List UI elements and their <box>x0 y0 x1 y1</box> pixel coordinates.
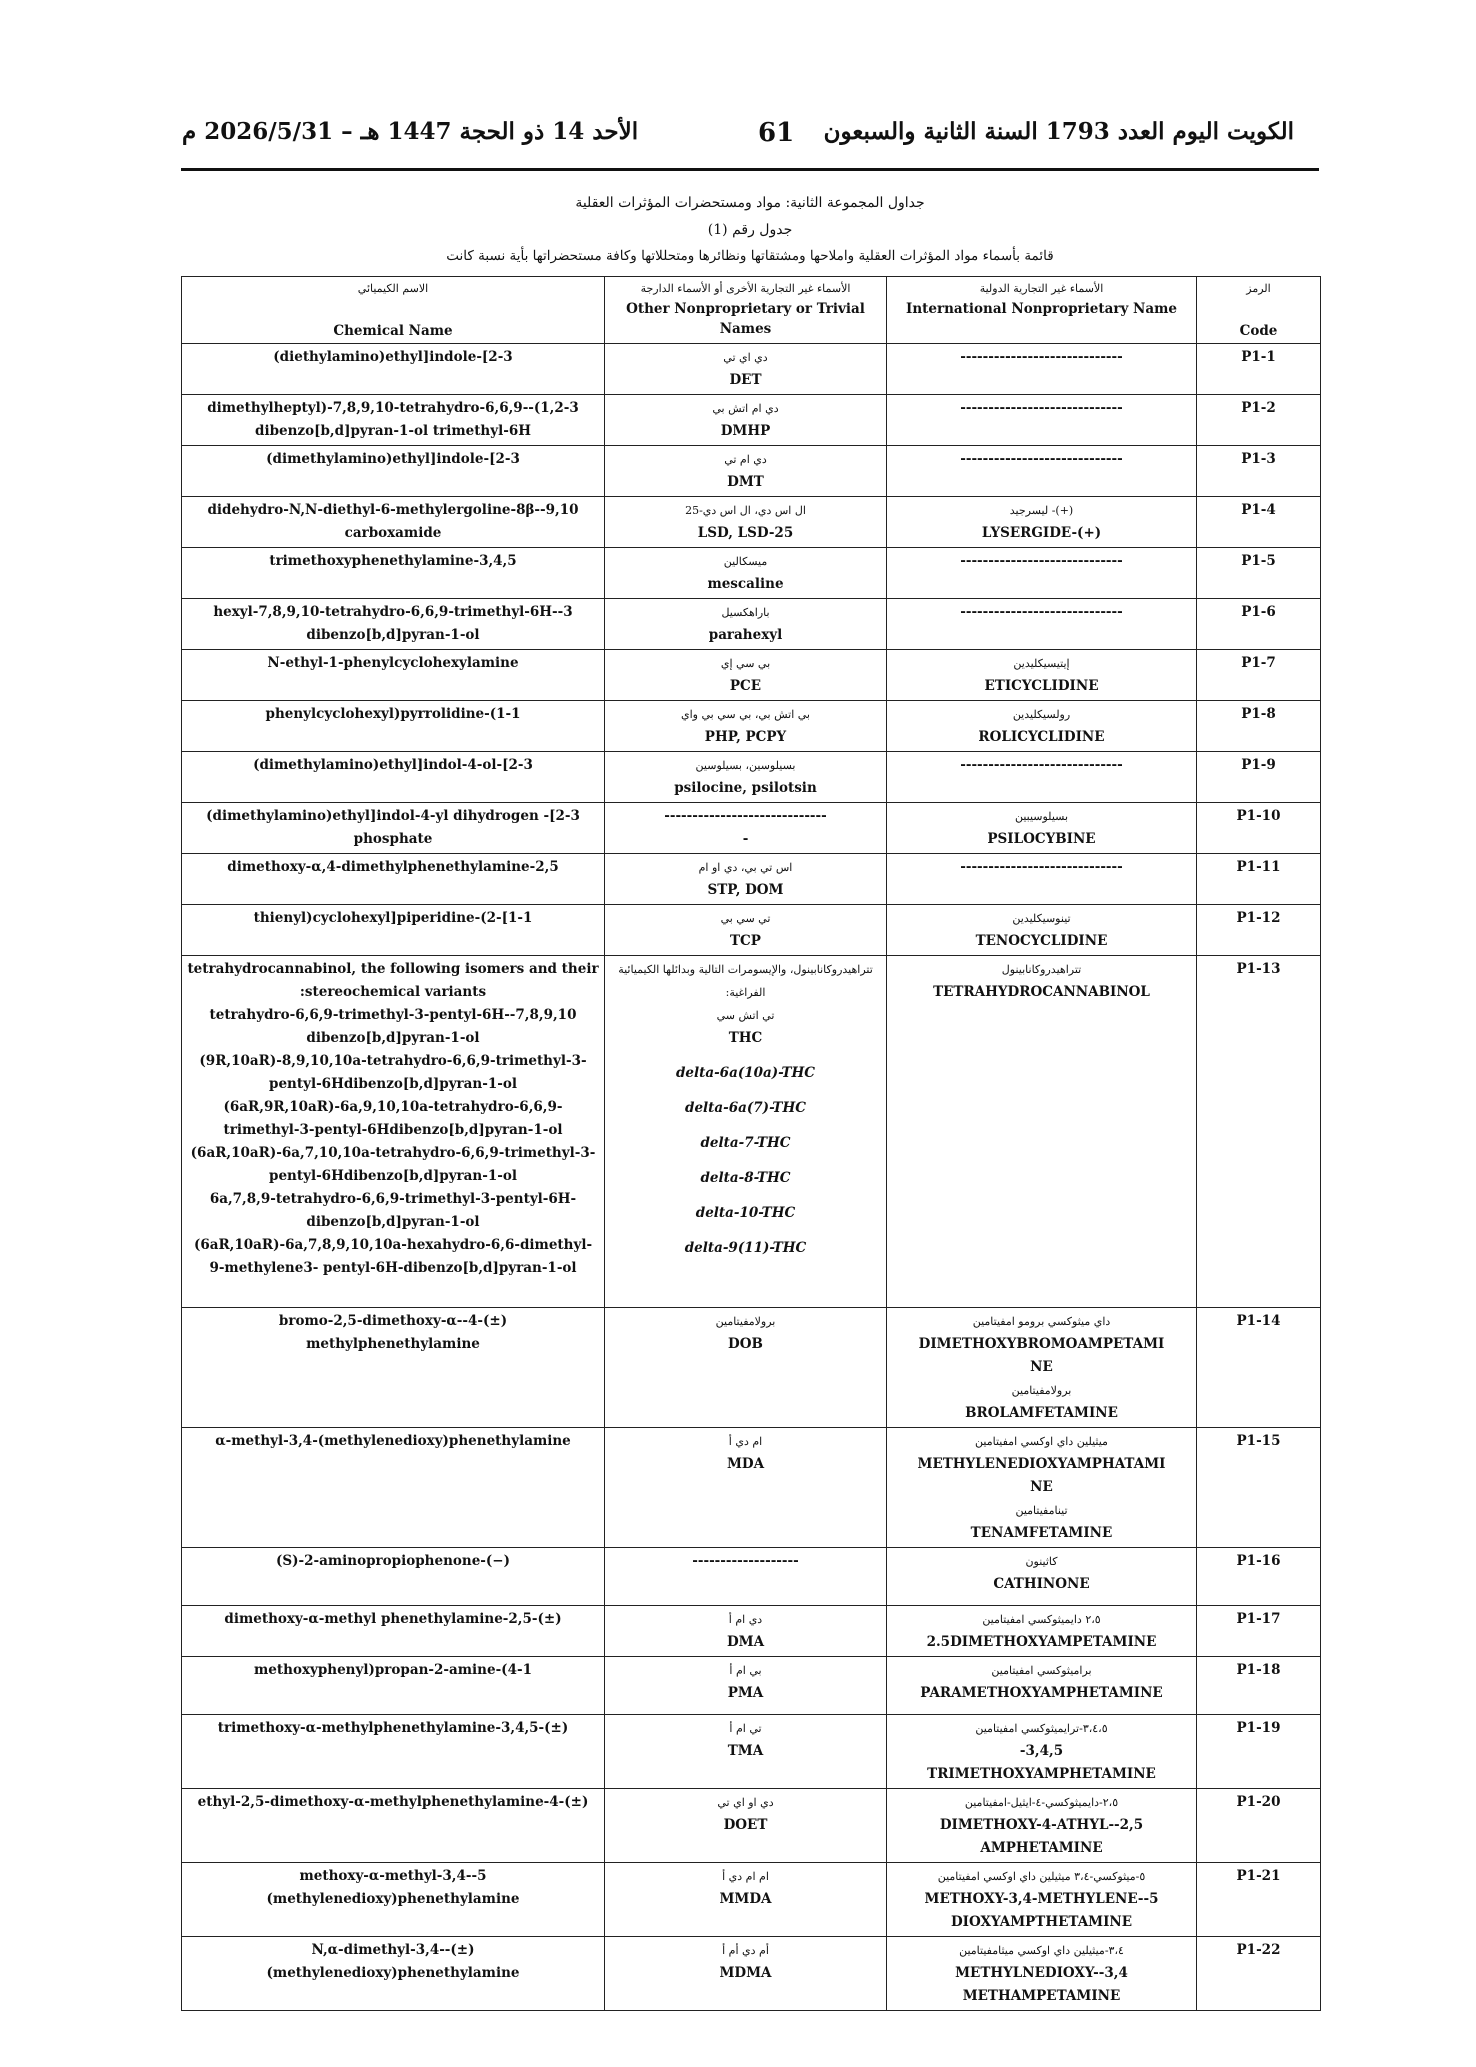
inn-en: DIOXYAMPTHETAMINE <box>950 1914 1133 1930</box>
code-cell <box>1197 803 1321 854</box>
other-name-en: DMA <box>726 1634 765 1650</box>
chemical-name-line: 9-methylene3- pentyl-6H-dibenzo[b,d]pyran-1-ol <box>209 1260 577 1276</box>
inn-cell <box>887 446 1197 497</box>
chemical-name-line: N-ethyl-1-phenylcyclohexylamine <box>267 655 519 671</box>
table-row <box>182 395 1321 446</box>
substance-code: P1-20 <box>1236 1794 1281 1810</box>
code-cell <box>1197 1715 1321 1789</box>
other-name-ar: تي سي بي <box>720 912 771 925</box>
page-number: 61 <box>758 118 795 148</box>
inn-cell <box>887 1715 1197 1789</box>
inn-cell <box>887 344 1197 395</box>
substance-code: P1-18 <box>1236 1662 1281 1678</box>
table-row <box>182 1548 1321 1606</box>
other-names-cell <box>605 497 887 548</box>
other-names-cell <box>605 1937 887 2011</box>
code-cell <box>1197 1863 1321 1937</box>
inn-ar: ٣،٤،٥-ترايميثوكسي امفيتامين <box>975 1722 1108 1735</box>
chemical-name-cell <box>182 752 605 803</box>
inn-ar: ٥-ميثوكسي-٣،٤ ميثيلين داي اوكسي امفيتامين <box>937 1870 1146 1883</box>
inn-en: ----------------------------- <box>960 451 1123 467</box>
inn-en: TRIMETHOXYAMPHETAMINE <box>927 1766 1156 1782</box>
substance-code: P1-7 <box>1241 655 1276 671</box>
other-name-ar: دي او اي تي <box>717 1796 774 1809</box>
inn-en: ----------------------------- <box>960 400 1123 416</box>
inn-cell <box>887 497 1197 548</box>
inn-en: METHOXY-3,4-METHYLENE--5 <box>924 1891 1159 1907</box>
chemical-name-line: :stereochemical variants <box>299 984 487 1000</box>
chemical-name-line: methoxyphenyl)propan-2-amine-(4-1 <box>254 1662 532 1678</box>
inn-ar: برولامفيتامين <box>1011 1384 1072 1397</box>
chemical-name-line: trimethoxy-α-methylphenethylamine-3,4,5-(±) <box>217 1720 569 1736</box>
other-name-ar: ام ام دي أ <box>722 1870 769 1883</box>
inn-en: ----------------------------- <box>960 349 1123 365</box>
inn-cell <box>887 752 1197 803</box>
header-inn-ar: الأسماء غير التجارية الدولية <box>979 282 1104 295</box>
other-names-cell <box>605 1548 887 1606</box>
chemical-name-line: trimethoxyphenethylamine-3,4,5 <box>269 553 517 569</box>
chemical-name-cell <box>182 1863 605 1937</box>
other-names-cell <box>605 803 887 854</box>
header-code <box>1197 277 1321 344</box>
inn-cell <box>887 1548 1197 1606</box>
inn-cell <box>887 1308 1197 1428</box>
other-name-en: MMDA <box>719 1891 772 1907</box>
other-name-ar: ام دي أ <box>728 1435 763 1448</box>
code-cell <box>1197 854 1321 905</box>
inn-cell <box>887 701 1197 752</box>
code-cell <box>1197 599 1321 650</box>
inn-en: METHYLENEDIOXYAMPHATAMI <box>917 1456 1166 1472</box>
other-name-en: - <box>742 831 749 847</box>
inn-en: TENOCYCLIDINE <box>975 933 1108 949</box>
inn-ar: (+)- ليسرجيد <box>1009 504 1074 517</box>
other-names-cell <box>605 854 887 905</box>
inn-ar: إيتيسيكليدين <box>1013 657 1070 670</box>
table-row <box>182 1428 1321 1548</box>
inn-en: ETICYCLIDINE <box>984 678 1099 694</box>
inn-cell <box>887 854 1197 905</box>
chemical-name-cell <box>182 1308 605 1428</box>
other-names-cell <box>605 344 887 395</box>
chemical-name-line: carboxamide <box>344 525 442 541</box>
table-row <box>182 1863 1321 1937</box>
inn-cell <box>887 650 1197 701</box>
inn-en: TENAMFETAMINE <box>970 1525 1113 1541</box>
code-cell <box>1197 650 1321 701</box>
header-chem-en: Chemical Name <box>333 323 453 339</box>
table-row <box>182 956 1321 1308</box>
other-name-en: DMHP <box>720 423 771 439</box>
other-name-en: psilocine, psilotsin <box>674 780 817 796</box>
chemical-name-line: methylphenethylamine <box>306 1336 480 1352</box>
chemical-name-line: bromo-2,5-dimethoxy-α--4-(±) <box>278 1313 508 1329</box>
substance-code: P1-8 <box>1241 706 1276 722</box>
other-names-cell <box>605 395 887 446</box>
chemical-name-line: (dimethylamino)ethyl]indol-4-yl dihydrogen -[2-3 <box>206 808 580 824</box>
table-row <box>182 1715 1321 1789</box>
code-cell <box>1197 701 1321 752</box>
chemical-name-line: tetrahydrocannabinol, the following isomers and their <box>187 961 599 977</box>
other-name-ar: بسيلوسين، بسيلوسين <box>695 759 796 772</box>
table-row <box>182 1789 1321 1863</box>
other-names-cell <box>605 1789 887 1863</box>
inn-ar: ٣،٤-ميثيلين داي اوكسي ميثامفيتامين <box>959 1944 1124 1957</box>
other-names-cell <box>605 1657 887 1715</box>
chemical-name-cell <box>182 395 605 446</box>
other-names-cell <box>605 599 887 650</box>
chemical-name-line: phosphate <box>353 831 433 847</box>
other-name-ar: ميسكالين <box>723 555 768 568</box>
inn-en: -3,4,5 <box>1019 1743 1064 1759</box>
other-name-en: TCP <box>730 933 761 949</box>
other-name-ar: باراهكسيل <box>721 606 770 619</box>
header-divider <box>181 168 1319 171</box>
table-row <box>182 701 1321 752</box>
inn-en: METHYLNEDIOXY--3,4 <box>955 1965 1128 1981</box>
substance-code: P1-22 <box>1236 1942 1281 1958</box>
other-name-ar: تي اتش سي <box>716 1009 775 1022</box>
chemical-name-line: dimethoxy-α-methyl phenethylamine-2,5-(±) <box>224 1611 562 1627</box>
code-cell <box>1197 1428 1321 1548</box>
inn-cell <box>887 803 1197 854</box>
chemical-name-line: (S)-2-aminopropiophenone-(−) <box>276 1553 510 1569</box>
inn-ar: رولسيكليدين <box>1012 708 1071 721</box>
code-cell <box>1197 1308 1321 1428</box>
other-name-en: PMA <box>727 1685 764 1701</box>
chemical-name-line: methoxy-α-methyl-3,4--5 <box>299 1868 487 1884</box>
substance-code: P1-17 <box>1236 1611 1281 1627</box>
other-name-en: parahexyl <box>708 627 783 643</box>
other-names-cell <box>605 1308 887 1428</box>
inn-en: ----------------------------- <box>960 553 1123 569</box>
other-names-cell <box>605 1863 887 1937</box>
chemical-name-cell <box>182 344 605 395</box>
other-name-en: mescaline <box>707 576 784 592</box>
inn-en: ----------------------------- <box>960 757 1123 773</box>
isomer-name: delta-8-THC <box>700 1170 791 1186</box>
chemical-name-cell <box>182 1428 605 1548</box>
substance-code: P1-16 <box>1236 1553 1281 1569</box>
code-cell <box>1197 497 1321 548</box>
inn-en: AMPHETAMINE <box>980 1840 1103 1856</box>
other-name-en: STP, DOM <box>707 882 784 898</box>
other-names-cell <box>605 548 887 599</box>
other-name-en: MDA <box>726 1456 765 1472</box>
other-name-en: ------------------- <box>692 1553 799 1569</box>
header-issue-info: الكويت اليوم العدد 1793 السنة الثانية والسبعون <box>823 118 1294 145</box>
table-row <box>182 497 1321 548</box>
other-name-ar: دي ام أ <box>728 1613 763 1626</box>
chemical-name-line: didehydro-N,N-diethyl-6-methylergoline-8β--9,10 <box>207 502 579 518</box>
chemical-name-cell <box>182 1606 605 1657</box>
substance-code: P1-19 <box>1236 1720 1281 1736</box>
inn-ar: بسيلوسيبين <box>1014 810 1069 823</box>
substance-code: P1-10 <box>1236 808 1281 824</box>
isomer-name: delta-6a(7)-THC <box>685 1100 806 1116</box>
table-row <box>182 344 1321 395</box>
chemical-name-line: (methylenedioxy)phenethylamine <box>266 1965 520 1981</box>
inn-en: CATHINONE <box>993 1576 1090 1592</box>
other-names-cell <box>605 1606 887 1657</box>
chemical-name-cell <box>182 803 605 854</box>
inn-en: TETRAHYDROCANNABINOL <box>933 984 1150 1000</box>
inn-en: ROLICYCLIDINE <box>978 729 1105 745</box>
table-row <box>182 599 1321 650</box>
chemical-name-cell <box>182 854 605 905</box>
code-cell <box>1197 395 1321 446</box>
chemical-name-line: tetrahydro-6,6,9-trimethyl-3-pentyl-6H--7,8,9,10 <box>209 1007 577 1023</box>
chemical-name-cell <box>182 497 605 548</box>
inn-cell <box>887 905 1197 956</box>
chemical-name-line: 6a,7,8,9-tetrahydro-6,6,9-trimethyl-3-pentyl-6H- <box>209 1191 577 1207</box>
chemical-name-line: (6aR,9R,10aR)-6a,9,10,10a-tetrahydro-6,6,9- <box>223 1099 563 1115</box>
isomer-name: delta-7-THC <box>700 1135 791 1151</box>
other-names-cell <box>605 1428 887 1548</box>
substance-code: P1-21 <box>1236 1868 1281 1884</box>
inn-ar: ٢،٥-دايميثوكسي-٤-ايثيل-امفيتامين <box>964 1796 1119 1809</box>
chemical-name-cell <box>182 956 605 1308</box>
substance-code: P1-14 <box>1236 1313 1281 1329</box>
other-names-cell <box>605 956 887 1308</box>
inn-en: LYSERGIDE-(+) <box>981 525 1102 541</box>
chemical-name-line: (6aR,10aR)-6a,7,10,10a-tetrahydro-6,6,9-trimethyl-3- <box>190 1145 596 1161</box>
chemical-name-line: α-methyl-3,4-(methylenedioxy)phenethylamine <box>215 1433 571 1449</box>
header-chemical-name <box>182 277 605 344</box>
table-row <box>182 854 1321 905</box>
chemical-name-cell <box>182 1548 605 1606</box>
chemical-name-line: (dimethylamino)ethyl]indol-4-ol-[2-3 <box>253 757 533 773</box>
other-names-cell <box>605 650 887 701</box>
inn-en: NE <box>1030 1359 1053 1375</box>
chemical-name-line: trimethyl-3-pentyl-6Hdibenzo[b,d]pyran-1-ol <box>223 1122 563 1138</box>
inn-ar: براميثوكسي امفيتامين <box>991 1664 1092 1677</box>
other-name-en: ----------------------------- <box>664 808 827 824</box>
table-row <box>182 1937 1321 2011</box>
other-name-ar: تي ام أ <box>729 1722 762 1735</box>
other-name-en: DMT <box>727 474 764 490</box>
inn-cell <box>887 1606 1197 1657</box>
chemical-name-line: N,α-dimethyl-3,4--(±) <box>311 1942 475 1958</box>
inn-en: PARAMETHOXYAMPHETAMINE <box>920 1685 1163 1701</box>
inn-cell <box>887 548 1197 599</box>
inn-cell <box>887 1428 1197 1548</box>
substance-code: P1-6 <box>1241 604 1276 620</box>
chemical-name-line: (9R,10aR)-8,9,10,10a-tetrahydro-6,6,9-trimethyl-3- <box>199 1053 587 1069</box>
inn-en: DIMETHOXYBROMOAMPETAMI <box>918 1336 1165 1352</box>
table-row <box>182 446 1321 497</box>
code-cell <box>1197 1657 1321 1715</box>
other-name-ar: أم دي أم أ <box>722 1944 769 1957</box>
inn-ar: تينوسيكليدين <box>1012 912 1071 925</box>
substance-code: P1-15 <box>1236 1433 1281 1449</box>
table-row <box>182 1606 1321 1657</box>
chemical-name-cell <box>182 1937 605 2011</box>
header-other-en: Other Nonproprietary or Trivial Names <box>626 301 865 337</box>
other-name-ar: دي اي تي <box>723 351 768 364</box>
other-name-ar: اس تي بي، دي او ام <box>698 861 793 874</box>
chemical-name-line: dibenzo[b,d]pyran-1-ol <box>306 627 480 643</box>
other-names-cell <box>605 1715 887 1789</box>
other-name-en: LSD, LSD-25 <box>697 525 794 541</box>
header-code-en: Code <box>1239 323 1278 339</box>
chemical-name-line: (dimethylamino)ethyl]indole-[2-3 <box>266 451 520 467</box>
chemical-name-cell <box>182 599 605 650</box>
table-header-row <box>182 277 1321 344</box>
inn-cell <box>887 1863 1197 1937</box>
other-names-cell <box>605 446 887 497</box>
chemical-name-line: (methylenedioxy)phenethylamine <box>266 1891 520 1907</box>
substance-code: P1-5 <box>1241 553 1276 569</box>
chemical-name-cell <box>182 548 605 599</box>
substance-code: P1-4 <box>1241 502 1276 518</box>
inn-ar: كاثينون <box>1025 1555 1058 1568</box>
other-name-en: DOET <box>723 1817 768 1833</box>
code-cell <box>1197 344 1321 395</box>
chemical-name-line: pentyl-6Hdibenzo[b,d]pyran-1-ol <box>269 1076 517 1092</box>
header-other-names <box>605 277 887 344</box>
other-names-cell <box>605 905 887 956</box>
chemical-name-line: dibenzo[b,d]pyran-1-ol trimethyl-6H <box>255 423 531 439</box>
chemical-name-cell <box>182 650 605 701</box>
header-inn-en: International Nonproprietary Name <box>906 301 1177 317</box>
table-number: جدول رقم (1) <box>707 222 793 238</box>
isomer-name: delta-10-THC <box>695 1205 796 1221</box>
inn-cell <box>887 956 1197 1308</box>
substance-code: P1-12 <box>1236 910 1281 926</box>
inn-en: METHAMPETAMINE <box>962 1988 1121 2004</box>
header-code-ar: الرمز <box>1246 282 1271 295</box>
chemical-name-line: (6aR,10aR)-6a,7,8,9,10,10a-hexahydro-6,6-dimethyl- <box>193 1237 593 1253</box>
code-cell <box>1197 1548 1321 1606</box>
substance-code: P1-3 <box>1241 451 1276 467</box>
chemical-name-line: hexyl-7,8,9,10-tetrahydro-6,6,9-trimethyl-6H--3 <box>213 604 573 620</box>
substance-code: P1-1 <box>1241 349 1276 365</box>
other-name-ar: تتراهيدروكانابينول، والإيسومرات التالية وبدائلها الكيميائية الفراغية: <box>618 963 873 999</box>
other-name-ar: دي ام اتش بي <box>712 402 779 415</box>
section-title: جداول المجموعة الثانية: مواد ومستحضرات المؤثرات العقلية <box>575 195 925 211</box>
header-inn <box>887 277 1197 344</box>
inn-ar: تتراهيدروكانابينول <box>1001 963 1082 976</box>
inn-en: DIMETHOXY-4-ATHYL--2,5 <box>939 1817 1144 1833</box>
inn-en: BROLAMFETAMINE <box>965 1405 1118 1421</box>
header-other-ar: الأسماء غير التجارية الأخرى أو الأسماء الدارجة <box>640 282 851 295</box>
table-row <box>182 650 1321 701</box>
code-cell <box>1197 548 1321 599</box>
other-name-en: MDMA <box>719 1965 772 1981</box>
table-row <box>182 803 1321 854</box>
table-row <box>182 905 1321 956</box>
other-name-en: PHP, PCPY <box>704 729 787 745</box>
code-cell <box>1197 446 1321 497</box>
substance-code: P1-9 <box>1241 757 1276 773</box>
other-names-cell <box>605 752 887 803</box>
chemical-name-cell <box>182 1657 605 1715</box>
chemical-name-line: dimethylheptyl)-7,8,9,10-tetrahydro-6,6,9--(1,2-3 <box>207 400 579 416</box>
substance-code: P1-13 <box>1236 961 1281 977</box>
chemical-name-line: ethyl-2,5-dimethoxy-α-methylphenethylamine-4-(±) <box>197 1794 589 1810</box>
chemical-name-cell <box>182 1715 605 1789</box>
other-name-ar: بي ام أ <box>729 1664 762 1677</box>
substance-code: P1-2 <box>1241 400 1276 416</box>
header-chem-ar: الاسم الكيميائي <box>357 282 429 295</box>
table-description: قائمة بأسماء مواد المؤثرات العقلية واملاحها ومشتقاتها ونظائرها ومتحللاتها وكافة مستحضراتها بأية نسبة كانت <box>446 248 1054 264</box>
inn-en: 2.5DIMETHOXYAMPETAMINE <box>926 1634 1157 1650</box>
chemical-name-line: (diethylamino)ethyl]indole-[2-3 <box>273 349 513 365</box>
code-cell <box>1197 956 1321 1308</box>
table-row <box>182 1657 1321 1715</box>
table-row <box>182 548 1321 599</box>
code-cell <box>1197 905 1321 956</box>
isomer-name: delta-9(11)-THC <box>684 1240 807 1256</box>
other-name-ar: ال اس دي، ال اس دي-25 <box>685 504 806 517</box>
inn-en: ----------------------------- <box>960 604 1123 620</box>
chemical-name-cell <box>182 905 605 956</box>
inn-cell <box>887 1657 1197 1715</box>
other-name-en: DOB <box>728 1336 763 1352</box>
inn-ar: تينامفيتامين <box>1015 1504 1068 1517</box>
substances-table <box>181 276 1321 2011</box>
other-name-ar: برولامفيتامين <box>715 1315 776 1328</box>
inn-cell <box>887 1937 1197 2011</box>
chemical-name-cell <box>182 446 605 497</box>
inn-ar: داي ميثوكسي برومو امفيتامين <box>972 1315 1111 1328</box>
other-name-en: PCE <box>729 678 762 694</box>
table-row <box>182 1308 1321 1428</box>
chemical-name-line: pentyl-6Hdibenzo[b,d]pyran-1-ol <box>269 1168 517 1184</box>
substance-code: P1-11 <box>1236 859 1281 875</box>
code-cell <box>1197 752 1321 803</box>
inn-en: NE <box>1030 1479 1053 1495</box>
chemical-name-cell <box>182 1789 605 1863</box>
code-cell <box>1197 1937 1321 2011</box>
inn-ar: ميثيلين داي اوكسي امفيتامين <box>975 1435 1108 1448</box>
other-name-en: TMA <box>727 1743 764 1759</box>
chemical-name-line: thienyl)cyclohexyl]piperidine-(2-[1-1 <box>253 910 533 926</box>
table-row <box>182 752 1321 803</box>
chemical-name-cell <box>182 701 605 752</box>
other-names-cell <box>605 701 887 752</box>
isomer-name: delta-6a(10a)-THC <box>675 1065 816 1081</box>
other-name-ar: بي اتش بي، بي سي بي واي <box>681 708 810 721</box>
chemical-name-line: dibenzo[b,d]pyran-1-ol <box>306 1030 480 1046</box>
other-name-ar: دي ام تي <box>724 453 767 466</box>
inn-en: ----------------------------- <box>960 859 1123 875</box>
chemical-name-line: phenylcyclohexyl)pyrrolidine-(1-1 <box>265 706 521 722</box>
code-cell <box>1197 1606 1321 1657</box>
inn-cell <box>887 599 1197 650</box>
inn-cell <box>887 395 1197 446</box>
chemical-name-line: dibenzo[b,d]pyran-1-ol <box>306 1214 480 1230</box>
isomer-name: THC <box>728 1030 763 1046</box>
inn-en: PSILOCYBINE <box>987 831 1096 847</box>
header-date: الأحد 14 ذو الحجة 1447 هـ – 2026/5/31 م <box>182 118 639 145</box>
inn-ar: ٢،٥ دايميثوكسي امفيتامين <box>982 1613 1101 1626</box>
inn-cell <box>887 1789 1197 1863</box>
code-cell <box>1197 1789 1321 1863</box>
other-name-en: DET <box>729 372 762 388</box>
chemical-name-line: dimethoxy-α,4-dimethylphenethylamine-2,5 <box>227 859 559 875</box>
other-name-ar: بي سي إي <box>720 657 771 670</box>
